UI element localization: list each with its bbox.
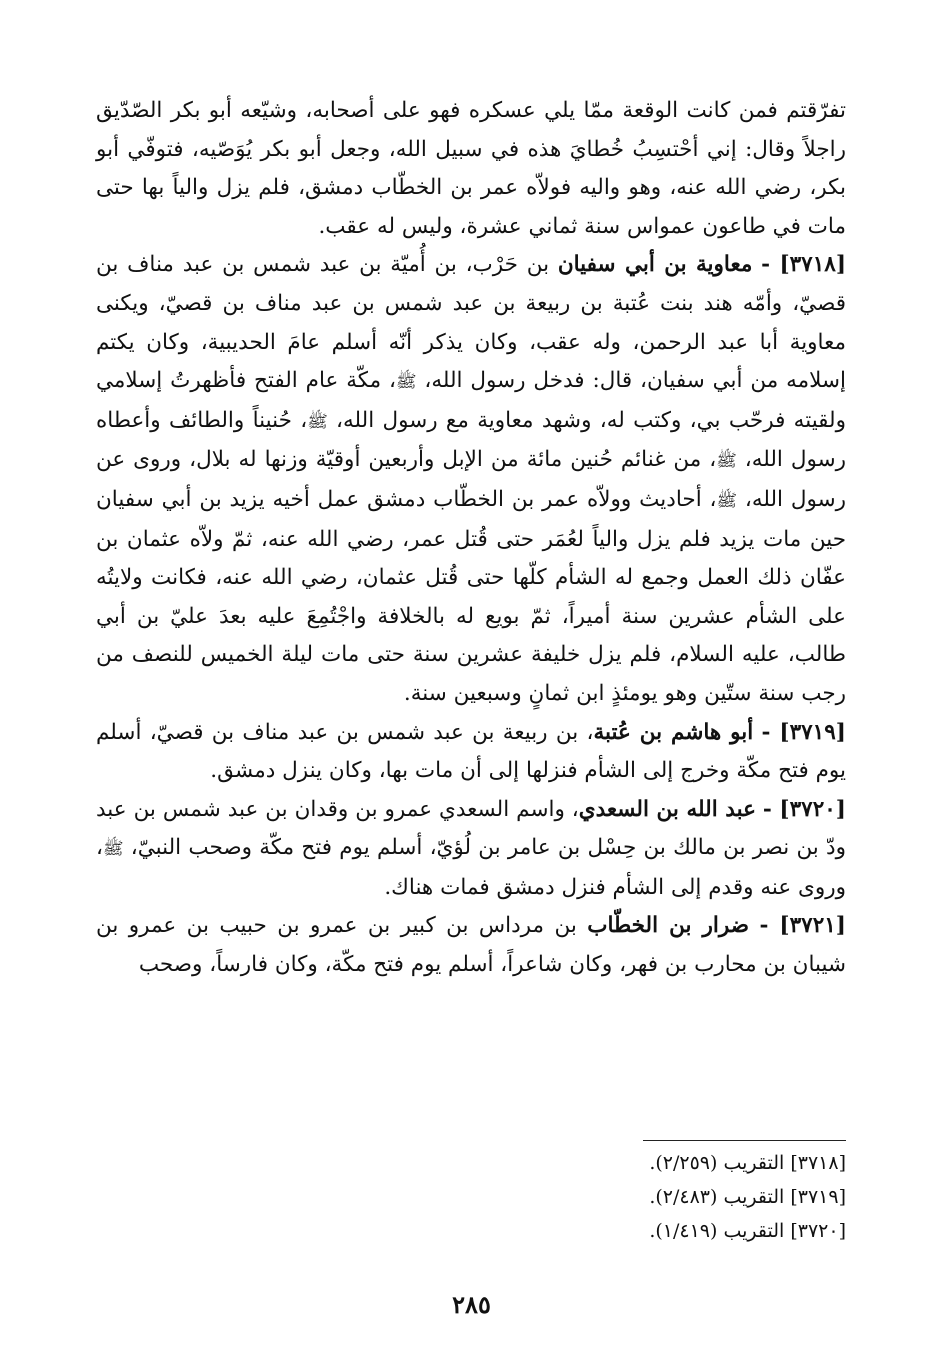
entry-text: ، واسم السعدي عمرو بن وقدان بن عبد شمس بن عبد ودّ بن نصر بن مالك بن حِسْل بن عامر بن لُؤيّ، أسلم يوم فتح مكّة وصحب النبيّ، — [96, 796, 846, 861]
pbuh-glyph: ﷺ — [102, 839, 124, 860]
footnote-3719: [٣٧١٩] التقريب (٢/٤٨٣). — [649, 1186, 846, 1208]
entry-number: [٣٧١٩] - — [761, 719, 846, 745]
entry-name: عبد الله بن السعدي — [578, 796, 756, 822]
entry-3719 — [96, 714, 846, 791]
entry-3718 — [96, 246, 846, 713]
pbuh-glyph: ﷺ — [307, 411, 328, 432]
pbuh-glyph: ﷺ — [395, 372, 417, 393]
entry-text: ، بن ربيعة بن عبد شمس بن عبد مناف بن قصيّ، أسلم يوم فتح مكّة وخرج إلى الشأم فنزلها إلى أن مات بها، وكان ينزل دمشق. — [96, 719, 846, 784]
main-text — [96, 92, 846, 985]
entry-text: ، من غنائم حُنين مائة من الإبل وأربعين أوقيّة وزنها له بلال، وروى عن رسول الله، — [96, 447, 846, 512]
entry-3721 — [96, 907, 846, 984]
entry-text: ، مكّة عام الفتح فأظهرتُ إسلامي ولقيته فرحّب بي، وكتب له، وشهد معاوية مع رسول الله، — [96, 368, 846, 433]
entry-text: ، وروى عنه وقدم إلى الشأم فنزل دمشق فمات هناك. — [96, 835, 846, 900]
entry-name: أبو هاشم بن عُتبة — [593, 719, 754, 745]
entry-number: [٣٧٢١] - — [759, 913, 846, 939]
entry-text: بن حَرْب، بن أُميّة بن عبد شمس بن عبد مناف بن قصيّ، وأمّه هند بنت عُتبة بن ربيعة بن عبد شمس بن عبد مناف بن قصيّ، ويكنى معاوية أبا عبد الرحمن، وله عقب، وكان يذكر أنّه أسلم عامَ الحديبية، وكان يكتم إسلامه من أبي سفيان، قال: فدخل رسول الله، — [96, 252, 846, 394]
entry-number: [٣٧٢٠] - — [762, 796, 846, 822]
entry-text: ، حُنيناً والطائف وأعطاه رسول الله، — [96, 407, 847, 473]
paragraph-continuation: تفرّقتم فمن كانت الوقعة ممّا يلي عسكره فهو على أصحابه، وشيّعه أبو بكر الصّدّيق راجلاً وقال: إني أحْتسِبُ خُطايَ هذه في سبيل الله، وجعل أبو بكر يُوَصّيه، فتوفّي أبو بكر، رضي الله عنه، وهو واليه فولاّه عمر بن الخطّاب دمشق، فلم يزل والياً بها حتى مات في طاعون عمواس سنة ثماني عشرة، وليس له عقب. — [96, 98, 846, 239]
pbuh-glyph: ﷺ — [716, 490, 738, 511]
entry-number: [٣٧١٨] - — [761, 252, 847, 278]
page-number: ٢٨٥ — [452, 1290, 491, 1319]
footnotes — [446, 1146, 846, 1248]
entry-name: ضرار بن الخطّاب — [587, 913, 750, 939]
entry-name: معاوية بن أبي سفيان — [557, 252, 753, 278]
footnote-3720: [٣٧٢٠] التقريب (١/٤١٩). — [649, 1220, 846, 1242]
footnote-3718: [٣٧١٨] التقريب (٢/٢٥٩). — [649, 1152, 846, 1174]
footnote-divider — [643, 1140, 846, 1141]
entry-3720 — [96, 791, 846, 908]
pbuh-glyph: ﷺ — [716, 451, 737, 472]
entry-text: بن مرداس بن كبير بن عمرو بن حبيب بن عمرو بن شيبان بن محارب بن فهر، وكان شاعراً، أسلم يوم فتح مكّة، وكان فارساً، وصحب — [96, 913, 846, 978]
entry-text: ، أحاديث وولاّه عمر بن الخطّاب دمشق عمل أخيه يزيد بن أبي سفيان حين مات يزيد فلم يزل والياً لعُمَر حتى قُتل عمر، رضي الله عنه، ثمّ ولاّه عثمان بن عفّان ذلك العمل وجمع له الشأم كلّها حتى قُتل عثمان، رضي الله عنه، فكانت ولايتُه على الشأم عشرين سنة أميراً، ثمّ بويع له بالخلافة واجْتُمِعَ عليه بعدَ عليّ بن أبي طالب، عليه السلام، فلم يزل خليفة عشرين سنة حتى مات ليلة الخميس للنصف من رجب سنة ستّين وهو يومئذٍ ابن ثمانٍ وسبعين سنة. — [96, 486, 846, 706]
